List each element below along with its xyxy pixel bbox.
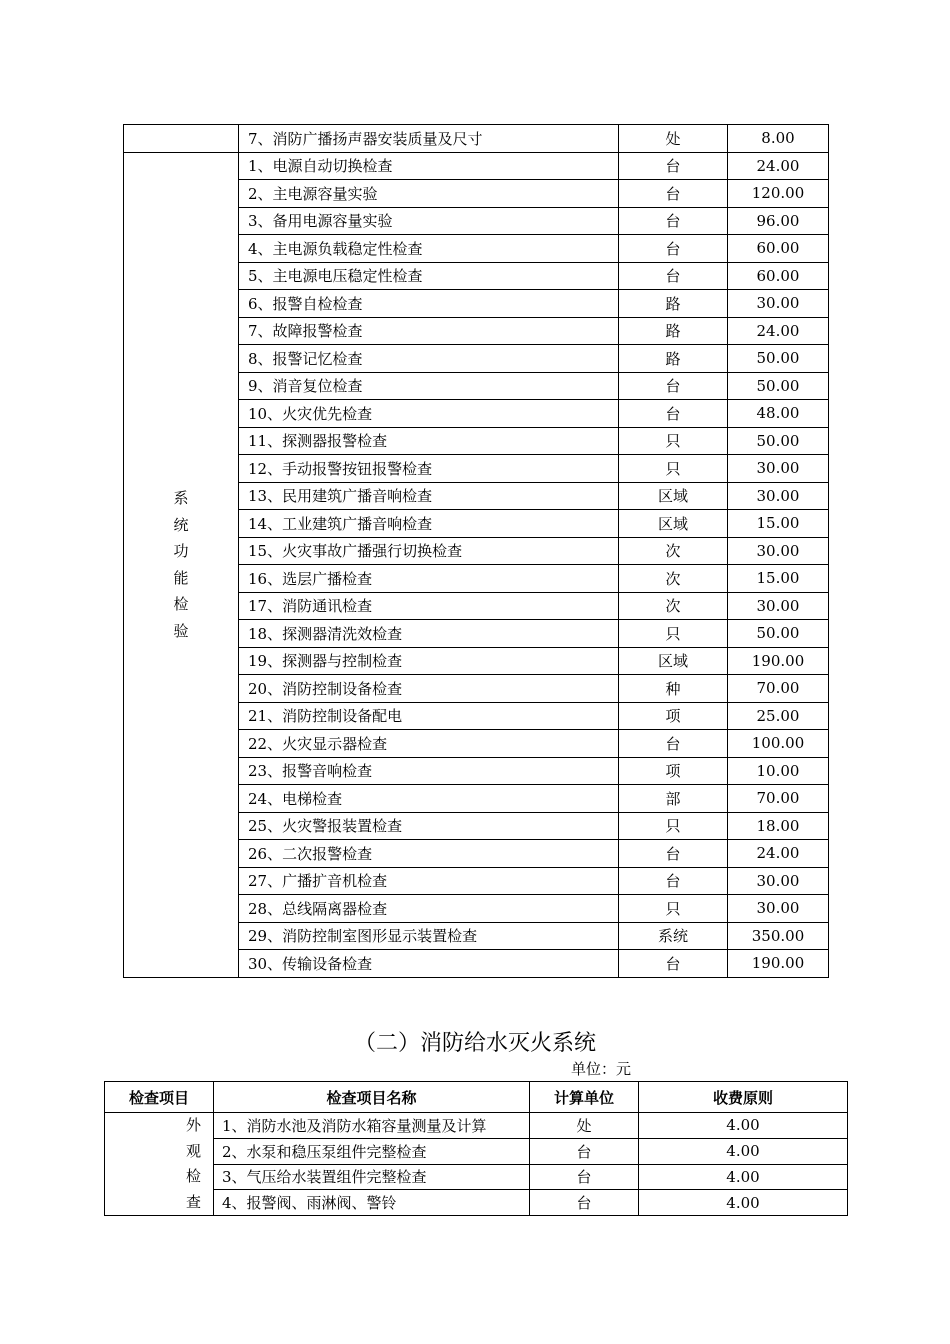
item-unit: 台 (619, 235, 728, 263)
group-label-system-function-check: 系 统 功 能 检 验 (124, 152, 239, 977)
item-price: 15.00 (728, 510, 829, 538)
item-price: 96.00 (728, 207, 829, 235)
item-price: 70.00 (728, 785, 829, 813)
item-price: 30.00 (728, 895, 829, 923)
item-name: 30、传输设备检查 (239, 950, 619, 978)
item-unit: 系统 (619, 922, 728, 950)
item-name: 10、火灾优先检查 (239, 400, 619, 428)
item-unit: 部 (619, 785, 728, 813)
item-name: 8、报警记忆检查 (239, 345, 619, 373)
item-name: 7、消防广播扬声器安装质量及尺寸 (239, 125, 619, 153)
item-price: 30.00 (728, 290, 829, 318)
item-unit: 项 (619, 757, 728, 785)
fee-table-water-fire-system (104, 1081, 848, 1216)
item-name: 27、广播扩音机检查 (239, 867, 619, 895)
item-unit: 次 (619, 537, 728, 565)
item-name: 1、电源自动切换检查 (239, 152, 619, 180)
header-item-name: 检查项目名称 (214, 1082, 530, 1113)
header-fee: 收费原则 (639, 1082, 848, 1113)
item-name: 5、主电源电压稳定性检查 (239, 262, 619, 290)
header-check-item: 检查项目 (105, 1082, 214, 1113)
item-unit: 只 (619, 812, 728, 840)
table-row (105, 1138, 848, 1164)
item-unit: 台 (530, 1138, 639, 1164)
item-price: 70.00 (728, 675, 829, 703)
item-unit: 只 (619, 620, 728, 648)
item-price: 30.00 (728, 867, 829, 895)
item-unit: 台 (619, 400, 728, 428)
item-name: 18、探测器清洗效检查 (239, 620, 619, 648)
item-price: 190.00 (728, 950, 829, 978)
item-price: 50.00 (728, 345, 829, 373)
item-unit: 台 (619, 207, 728, 235)
section-title: （二）消防给水灭火系统 (353, 1031, 596, 1056)
table-row (105, 1190, 848, 1216)
empty-group-cell (124, 125, 239, 153)
item-name: 29、消防控制室图形显示装置检查 (239, 922, 619, 950)
item-price: 350.00 (728, 922, 829, 950)
item-unit: 处 (619, 125, 728, 153)
item-name: 3、备用电源容量实验 (239, 207, 619, 235)
item-unit: 路 (619, 290, 728, 318)
item-unit: 路 (619, 345, 728, 373)
item-price: 120.00 (728, 180, 829, 208)
item-price: 100.00 (728, 730, 829, 758)
item-name: 21、消防控制设备配电 (239, 702, 619, 730)
item-unit: 区域 (619, 482, 728, 510)
item-name: 20、消防控制设备检查 (239, 675, 619, 703)
item-price: 190.00 (728, 647, 829, 675)
item-name: 12、手动报警按钮报警检查 (239, 455, 619, 483)
item-price: 4.00 (639, 1138, 848, 1164)
item-unit: 台 (530, 1190, 639, 1216)
item-price: 30.00 (728, 537, 829, 565)
item-name: 26、二次报警检查 (239, 840, 619, 868)
item-unit: 次 (619, 592, 728, 620)
item-name: 4、报警阀、雨淋阀、警铃 (214, 1190, 530, 1216)
item-unit: 台 (619, 152, 728, 180)
item-name: 15、火灾事故广播强行切换检查 (239, 537, 619, 565)
item-price: 48.00 (728, 400, 829, 428)
item-price: 30.00 (728, 592, 829, 620)
item-unit: 台 (619, 867, 728, 895)
table-row (124, 152, 829, 180)
unit-label: 单位：元 (571, 1060, 632, 1078)
item-price: 50.00 (728, 372, 829, 400)
item-unit: 区域 (619, 647, 728, 675)
item-name: 16、选层广播检查 (239, 565, 619, 593)
item-price: 24.00 (728, 317, 829, 345)
item-price: 50.00 (728, 427, 829, 455)
item-price: 10.00 (728, 757, 829, 785)
item-name: 19、探测器与控制检查 (239, 647, 619, 675)
table-row (105, 1113, 848, 1139)
header-unit: 计算单位 (530, 1082, 639, 1113)
item-price: 4.00 (639, 1190, 848, 1216)
group-label-appearance-check: 外 观 检 查 (105, 1113, 214, 1216)
item-name: 9、消音复位检查 (239, 372, 619, 400)
item-name: 2、主电源容量实验 (239, 180, 619, 208)
item-unit: 台 (619, 262, 728, 290)
item-price: 15.00 (728, 565, 829, 593)
item-name: 23、报警音响检查 (239, 757, 619, 785)
table-header-row (105, 1082, 848, 1113)
item-name: 22、火灾显示器检查 (239, 730, 619, 758)
item-name: 7、故障报警检查 (239, 317, 619, 345)
item-unit: 区域 (619, 510, 728, 538)
item-name: 28、总线隔离器检查 (239, 895, 619, 923)
item-unit: 台 (619, 180, 728, 208)
item-unit: 台 (619, 840, 728, 868)
item-price: 8.00 (728, 125, 829, 153)
item-price: 18.00 (728, 812, 829, 840)
item-price: 30.00 (728, 455, 829, 483)
item-name: 11、探测器报警检查 (239, 427, 619, 455)
item-price: 4.00 (639, 1164, 848, 1190)
item-unit: 台 (619, 950, 728, 978)
item-price: 50.00 (728, 620, 829, 648)
item-unit: 只 (619, 895, 728, 923)
item-name: 1、消防水池及消防水箱容量测量及计算 (214, 1113, 530, 1139)
item-price: 24.00 (728, 840, 829, 868)
item-unit: 台 (530, 1164, 639, 1190)
item-unit: 台 (619, 372, 728, 400)
item-name: 6、报警自检检查 (239, 290, 619, 318)
item-unit: 种 (619, 675, 728, 703)
item-price: 24.00 (728, 152, 829, 180)
item-price: 25.00 (728, 702, 829, 730)
item-name: 24、电梯检查 (239, 785, 619, 813)
item-price: 60.00 (728, 235, 829, 263)
item-unit: 处 (530, 1113, 639, 1139)
item-unit: 台 (619, 730, 728, 758)
fee-table-system-function (123, 124, 829, 978)
item-name: 17、消防通讯检查 (239, 592, 619, 620)
item-price: 30.00 (728, 482, 829, 510)
table-row (124, 125, 829, 153)
item-name: 25、火灾警报装置检查 (239, 812, 619, 840)
item-unit: 路 (619, 317, 728, 345)
item-price: 60.00 (728, 262, 829, 290)
item-name: 3、气压给水装置组件完整检查 (214, 1164, 530, 1190)
item-name: 2、水泵和稳压泵组件完整检查 (214, 1138, 530, 1164)
item-price: 4.00 (639, 1113, 848, 1139)
item-unit: 次 (619, 565, 728, 593)
item-unit: 只 (619, 455, 728, 483)
item-unit: 项 (619, 702, 728, 730)
table-row (105, 1164, 848, 1190)
item-name: 13、民用建筑广播音响检查 (239, 482, 619, 510)
item-unit: 只 (619, 427, 728, 455)
item-name: 4、主电源负载稳定性检查 (239, 235, 619, 263)
item-name: 14、工业建筑广播音响检查 (239, 510, 619, 538)
